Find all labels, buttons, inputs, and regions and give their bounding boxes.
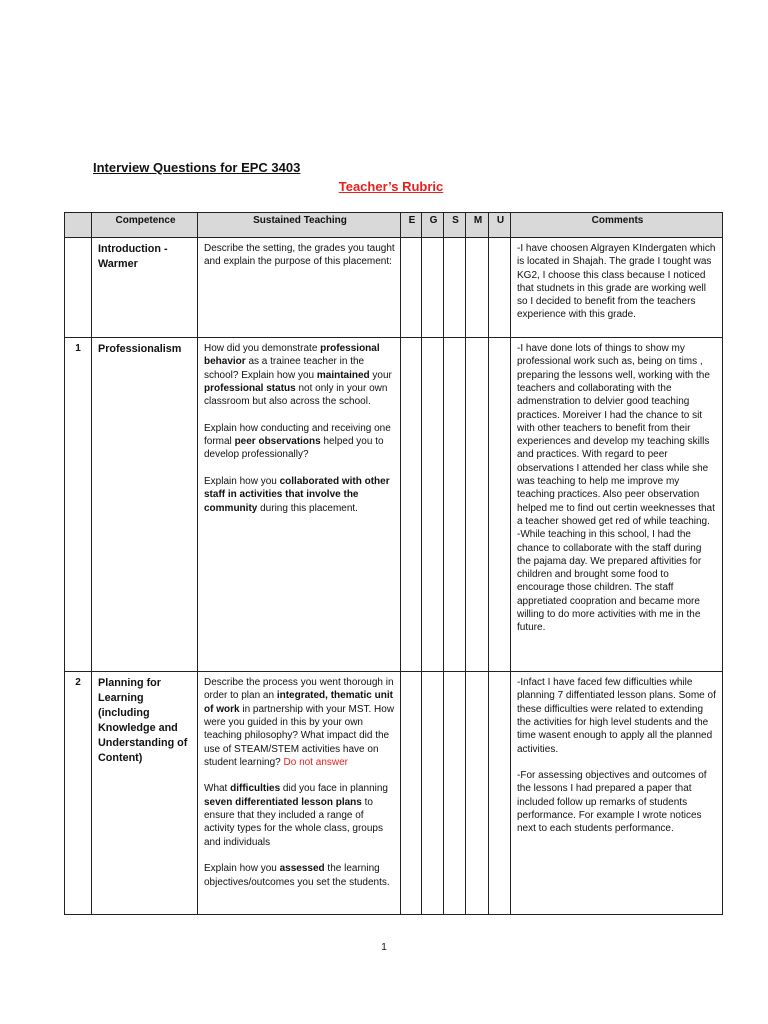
emphasis-text: collaborated with other staff in activities that involve the community — [204, 476, 390, 514]
question-text: not only in your own classroom but also across the school. — [204, 382, 388, 408]
question-paragraph — [204, 475, 396, 515]
question-text: as a trainee teacher in the school? Explain how you — [204, 356, 365, 381]
competence-cell: Introduction - Warmer — [92, 238, 198, 338]
rating-cell-u — [489, 338, 511, 672]
header-g: G — [422, 213, 444, 238]
comment-paragraph: -I have done lots of things to show my professional work such as, being on tims , preparing the lessons well, working with the teachers and collaborating with the admenstration to delvier good teaching practices. Moreiver I had the chance to sit with other teachers to benefit from their experiences and develop my teaching skills and practices. With regard to peer observations I attended her class while she was teaching to help me improve my teaching practices. Also peer observation helped me to find out certin weeknesses that a teacher showed get red of while teaching. — [517, 343, 715, 527]
comments-cell — [511, 338, 723, 672]
competence-cell: Professionalism — [92, 338, 198, 672]
question-cell — [198, 672, 401, 915]
rating-cell-m — [466, 672, 489, 915]
rating-cell-s — [444, 672, 466, 915]
question-text: your — [369, 369, 392, 381]
row-number: 1 — [65, 338, 92, 672]
header-comments: Comments — [511, 213, 723, 238]
emphasis-text: seven differentiated lesson plans — [204, 796, 362, 808]
question-paragraph — [204, 676, 396, 769]
rating-cell-s — [444, 338, 466, 672]
page-number: 1 — [381, 942, 387, 953]
header-number — [65, 213, 92, 238]
rating-cell-e — [401, 238, 422, 338]
question-paragraph — [204, 782, 396, 848]
rating-cell-u — [489, 672, 511, 915]
document-subtitle: Teacher’s Rubric — [338, 179, 444, 194]
instruction-note: Do not answer — [283, 756, 348, 768]
question-text: Describe the setting, the grades you taught and explain the purpose of this placement: — [204, 243, 395, 268]
emphasis-text: maintained — [316, 369, 370, 381]
rating-cell-e — [401, 672, 422, 915]
question-text: How did you demonstrate — [204, 343, 321, 355]
question-paragraph — [204, 862, 396, 889]
document-title: Interview Questions for EPC 3403 — [93, 160, 301, 175]
rating-cell-g — [422, 672, 444, 915]
rubric-table — [64, 212, 723, 915]
header-u: U — [489, 213, 511, 238]
question-text: in partnership with your MST. How were you guided in this by your own teaching philosophy? What impact did the use of STEAM/STEM activities have on student learning? — [204, 703, 395, 768]
rating-cell-m — [466, 338, 489, 672]
competence-cell: Planning for Learning (including Knowledge and Understanding of Content) — [92, 672, 198, 915]
emphasis-text: difficulties — [230, 783, 281, 795]
comment-paragraph: -For assessing objectives and outcomes of the lessons I had prepared a paper that included follow up remarks of students performance. For example I wrote notices next to each students performance. — [517, 770, 707, 835]
emphasis-text: professional behavior — [204, 343, 380, 368]
rating-cell-s — [444, 238, 466, 338]
question-text: during this placement. — [257, 502, 358, 514]
question-paragraph — [204, 422, 396, 462]
question-cell — [198, 338, 401, 672]
table-row — [65, 238, 723, 338]
question-text: did you face in planning — [280, 783, 388, 795]
question-text: Describe the process you went thorough in order to plan an — [204, 677, 394, 702]
question-cell — [198, 238, 401, 338]
row-number: 2 — [65, 672, 92, 915]
emphasis-text: unit of work — [204, 690, 393, 715]
header-m: M — [466, 213, 489, 238]
table-row — [65, 672, 723, 915]
header-sustained-teaching: Sustained Teaching — [198, 213, 401, 238]
question-text: Explain how conducting and receiving one formal — [204, 422, 391, 448]
comments-cell — [511, 238, 723, 338]
question-text: the learning objectives/outcomes you set the students. — [204, 863, 390, 888]
question-text: Explain how you — [204, 476, 280, 488]
rating-cell-m — [466, 238, 489, 338]
table-header-row — [65, 213, 723, 238]
emphasis-text: peer observations — [234, 436, 321, 448]
header-competence: Competence — [92, 213, 198, 238]
emphasis-text: integrated, thematic — [276, 690, 372, 702]
emphasis-text: professional status — [204, 382, 296, 394]
row-number — [65, 238, 92, 338]
comment-paragraph: -Infact I have faced few difficulties while planning 7 diffentiated lesson plans. Some of these difficulties were related to extending the activities for high level students and the time wasent enough to apply all the planned activities. — [517, 677, 716, 755]
table-row — [65, 338, 723, 672]
rating-cell-u — [489, 238, 511, 338]
comments-cell — [511, 672, 723, 915]
rating-cell-e — [401, 338, 422, 672]
rating-cell-g — [422, 238, 444, 338]
question-paragraph — [204, 342, 396, 408]
header-e: E — [401, 213, 422, 238]
question-paragraph — [204, 242, 396, 269]
comment-paragraph: -While teaching in this school, I had the chance to collaborate with the staff during the pajama day. We prepared aftivities for children and brought some food to encourage those children. The staff appretiated coopration and became more willing to do more activities with me in the future. — [517, 529, 702, 634]
question-text: What — [204, 783, 231, 795]
rating-cell-g — [422, 338, 444, 672]
comment-paragraph: -I have choosen Algrayen KIndergaten which is located in Shajah. The grade I tought was KG2, I choose this class because I noticed that studnets in this grade are working well so I decided to benefit from the teachers experience with this grade. — [517, 243, 716, 321]
question-text: Explain how you — [204, 863, 280, 875]
emphasis-text: assessed — [279, 863, 325, 875]
question-text: to ensure that they included a range of activity types for the whole class, groups and individuals — [204, 796, 383, 848]
question-text: helped you to develop professionally? — [204, 436, 384, 461]
header-s: S — [444, 213, 466, 238]
